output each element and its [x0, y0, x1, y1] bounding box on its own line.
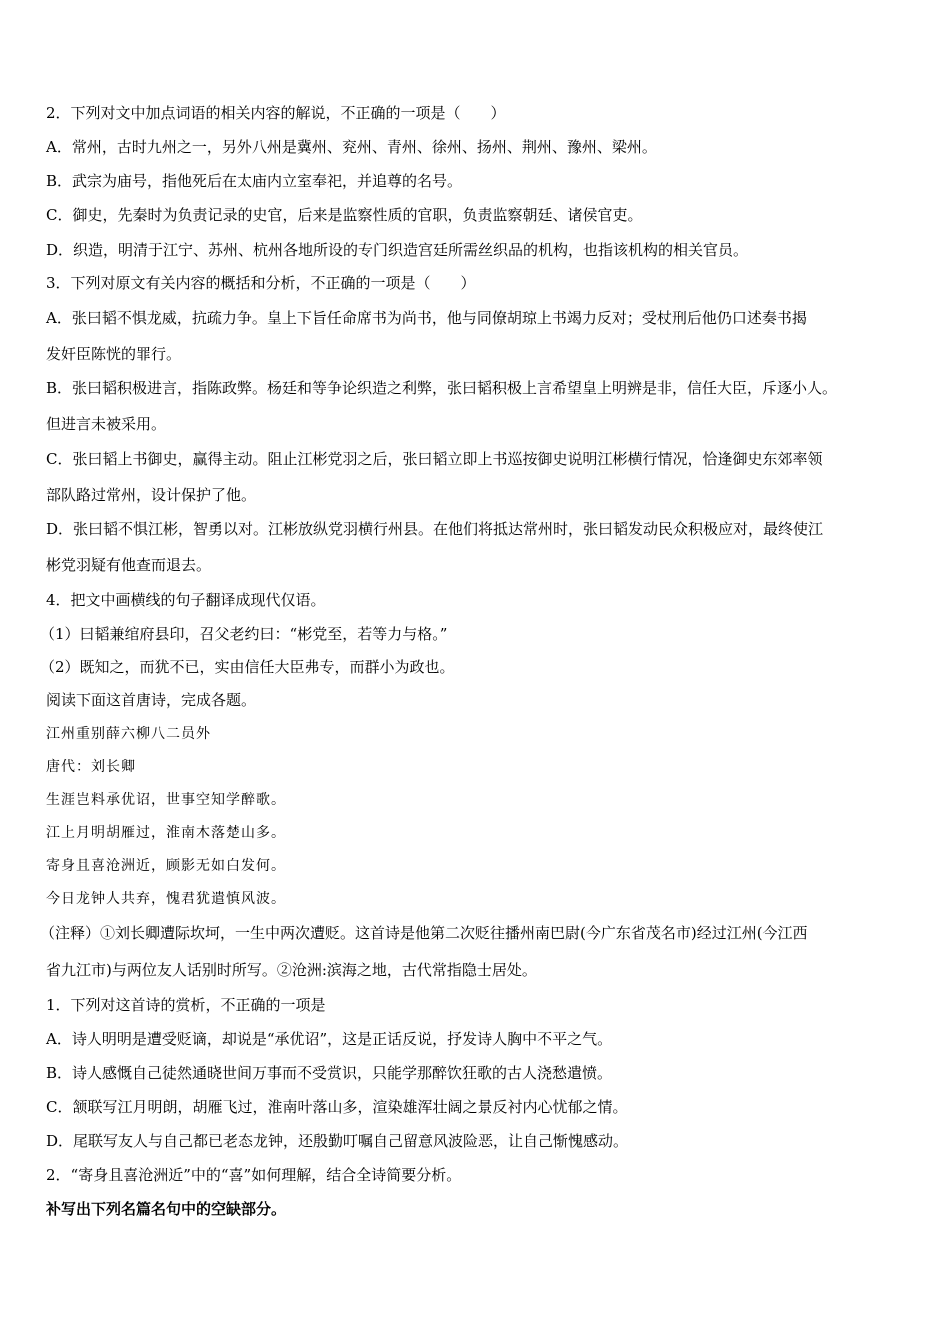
question-2-option-c: C．御史，先秦时为负责记录的史官，后来是监察性质的官职，负责监察朝廷、诸侯官吏。	[46, 206, 643, 224]
poem-question-1-option-c: C．颔联写江月明朗，胡雁飞过，淮南叶落山多，渲染雄浑壮阔之景反衬内心忧郁之情。	[46, 1098, 628, 1116]
poem-note-line2: 省九江市)与两位友人话别时所写。②沧洲:滨海之地，古代常指隐士居处。	[46, 961, 537, 979]
question-3-option-a-line1: A．张曰韬不惧龙威，抗疏力争。皇上下旨任命席书为尚书，他与同僚胡琼上书竭力反对；受杖刑后他仍口述奏书揭	[46, 309, 807, 327]
section-heading: 补写出下列名篇名句中的空缺部分。	[46, 1200, 287, 1218]
poem-title: 江州重别薛六柳八二员外	[46, 726, 211, 742]
poem-question-1-option-d: D．尾联写友人与自己都已老态龙钟，还殷勤叮嘱自己留意风波险恶，让自己惭愧感动。	[46, 1132, 629, 1150]
question-3-option-b-line2: 但进言未被采用。	[46, 415, 167, 433]
question-3-option-a-line2: 发奸臣陈恍的罪行。	[46, 345, 182, 363]
question-4-sentence-2: （2）既知之，而犹不已，实由信任大臣弗专，而群小为政也。	[40, 658, 455, 676]
question-2-option-b: B．武宗为庙号，指他死后在太庙内立室奉祀，并追尊的名号。	[46, 172, 463, 190]
question-3-option-b-line1: B．张曰韬积极进言，指陈政弊。杨廷和等争论织造之利弊，张曰韬积极上言希望皇上明辨是非，信任大臣，斥逐小人。	[46, 379, 838, 397]
question-2-option-a: A．常州，古时九州之一，另外八州是冀州、兖州、青州、徐州、扬州、荆州、豫州、梁州。	[46, 138, 657, 156]
question-2-stem: 2．下列对文中加点词语的相关内容的解说，不正确的一项是（ ）	[46, 104, 506, 122]
question-3-option-d-line2: 彬党羽疑有他查而退去。	[46, 556, 212, 574]
poem-intro: 阅读下面这首唐诗，完成各题。	[46, 691, 257, 709]
question-3-option-c-line1: C．张曰韬上书御史，赢得主动。阻止江彬党羽之后，张曰韬立即上书巡按御史说明江彬横行情况，恰逢御史东郊率领	[46, 450, 823, 468]
poem-line-4: 今日龙钟人共弃，愧君犹遣慎风波。	[46, 891, 286, 907]
poem-author: 唐代：刘长卿	[46, 759, 136, 775]
poem-question-1-option-b: B．诗人感慨自己徒然通晓世间万事而不受赏识，只能学那醉饮狂歌的古人浇愁遣愤。	[46, 1064, 613, 1082]
question-4-sentence-1: （1）曰韬兼绾府县印，召父老约曰：“彬党至，若等力与格。”	[40, 625, 448, 643]
poem-line-3: 寄身且喜沧洲近，顾影无如白发何。	[46, 858, 286, 874]
poem-note-line1: （注释）①刘长卿遭际坎坷，一生中两次遭贬。这首诗是他第二次贬往播州南巴尉(今广东省茂名市)经过江州(今江西	[40, 924, 808, 942]
question-4-stem: 4．把文中画横线的句子翻译成现代仅语。	[46, 591, 326, 609]
question-3-stem: 3．下列对原文有关内容的概括和分析，不正确的一项是（ ）	[46, 274, 476, 292]
poem-question-1-option-a: A．诗人明明是遭受贬谪，却说是“承优诏”，这是正话反说，抒发诗人胸中不平之气。	[46, 1030, 613, 1048]
question-3-option-d-line1: D．张曰韬不惧江彬，智勇以对。江彬放纵党羽横行州县。在他们将抵达常州时，张曰韬发动民众积极应对，最终使江	[46, 520, 824, 538]
question-2-option-d: D．织造，明清于江宁、苏州、杭州各地所设的专门织造宫廷所需丝织品的机构，也指该机构的相关官员。	[46, 241, 749, 259]
poem-question-2-stem: 2．“寄身且喜沧洲近”中的“喜”如何理解，结合全诗简要分析。	[46, 1166, 462, 1184]
question-3-option-c-line2: 部队路过常州，设计保护了他。	[46, 486, 257, 504]
poem-question-1-stem: 1．下列对这首诗的赏析，不正确的一项是	[46, 996, 326, 1014]
poem-line-1: 生涯岂料承优诏，世事空知学醉歌。	[46, 792, 286, 808]
poem-line-2: 江上月明胡雁过，淮南木落楚山多。	[46, 825, 286, 841]
